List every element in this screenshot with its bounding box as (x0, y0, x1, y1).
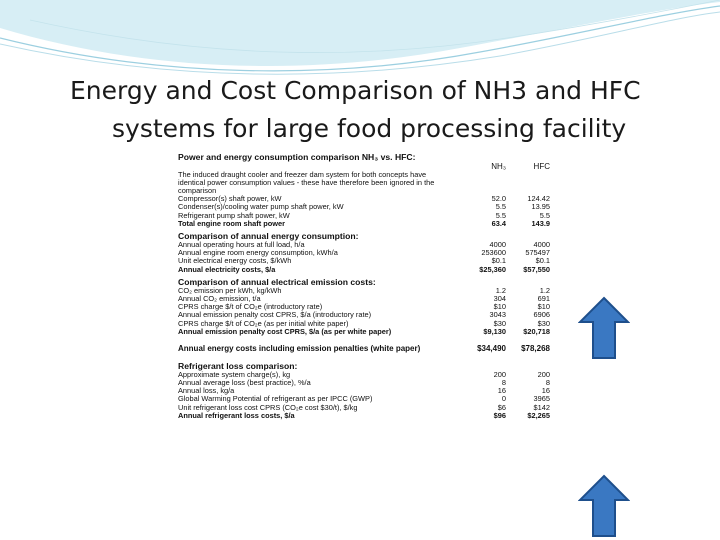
row-label: Compressor(s) shaft power, kW (178, 195, 282, 204)
emission-rows (178, 287, 550, 336)
row-value-nh3: 5.5 (495, 202, 506, 212)
row-value-hfc: 4000 (533, 240, 550, 250)
row-value-hfc: $10 (537, 302, 550, 312)
table-note: The induced draught cooler and freezer dam system for both concepts have identical power consumption values - these have therefore been ignored in the comparison (178, 170, 435, 196)
row-label: Annual CO₂ emission, t/a (178, 295, 261, 304)
row-label: Global Warming Potential of refrigerant as per IPCC (GWP) (178, 395, 373, 404)
arrow-up-icon (578, 296, 630, 360)
slide-title-line-2: systems for large food processing facility (112, 114, 627, 143)
table-heading: Power and energy consumption comparison NH₃ vs. HFC: (178, 153, 416, 162)
row-label: CO₂ emission per kWh, kg/kWh (178, 287, 282, 296)
row-value-hfc: 1.2 (539, 286, 550, 296)
slide-title-line-1: Energy and Cost Comparison of NH3 and HFC (70, 76, 641, 105)
total-cost-nh3: $34,490 (477, 343, 506, 353)
row-value-nh3: 5.5 (495, 210, 506, 220)
row-label: Approximate system charge(s), kg (178, 371, 291, 380)
row-value-hfc: 3965 (533, 394, 550, 404)
arrow-up-icon (578, 474, 630, 538)
total-cost-hfc: $78,268 (521, 343, 550, 353)
row-value-nh3: 16 (497, 386, 506, 396)
row-label: Annual refrigerant loss costs, $/a (178, 411, 295, 420)
row-value-nh3: $0.1 (491, 256, 506, 266)
row-label: Annual electricity costs, $/a (178, 265, 276, 274)
total-cost-row (178, 344, 550, 354)
row-value-hfc: $30 (537, 318, 550, 328)
row-label: CPRS charge $/t of CO₂e (introductory rate) (178, 303, 323, 312)
row-value-hfc: $142 (533, 402, 550, 412)
row-value-hfc: 8 (545, 378, 550, 388)
total-cost-label: Annual energy costs including emission penalties (white paper) (178, 343, 421, 353)
row-value-nh3: 8 (501, 378, 506, 388)
row-label: Annual emission penalty cost CPRS, $/a (introductory rate) (178, 311, 372, 320)
power-rows (178, 195, 550, 227)
refrigerant-rows (178, 371, 550, 420)
table-header-row (178, 153, 550, 171)
row-value-hfc: 6906 (533, 310, 550, 320)
row-value-hfc: $0.1 (535, 256, 550, 266)
table-row (178, 195, 550, 203)
row-value-hfc: $20,718 (523, 326, 550, 336)
refrigerant-heading: Refrigerant loss comparison: (178, 360, 298, 371)
row-label: CPRS charge $/t of CO₂e (as per initial white paper) (178, 319, 349, 328)
row-value-nh3: 200 (493, 370, 506, 380)
row-value-hfc: 200 (537, 370, 550, 380)
row-label: Unit refrigerant loss cost CPRS (CO₂e cost $30/t), $/kg (178, 403, 358, 412)
table-row (178, 328, 550, 336)
table-row (178, 220, 550, 228)
table-row (178, 395, 550, 403)
row-value-nh3: 63.4 (491, 218, 506, 228)
row-label: Annual engine room energy consumption, kWh/a (178, 249, 338, 258)
row-value-hfc: 16 (541, 386, 550, 396)
row-label: Annual emission penalty cost CPRS, $/a (as per white paper) (178, 327, 392, 336)
row-label: Annual average loss (best practice), %/a (178, 379, 311, 388)
comparison-table-image (178, 153, 550, 497)
row-label: Unit electrical energy costs, $/kWh (178, 257, 292, 266)
table-row (178, 387, 550, 395)
row-value-hfc: 575497 (525, 248, 550, 258)
column-header-nh3: NH₃ (491, 162, 506, 171)
row-value-nh3: $9,130 (483, 326, 506, 336)
row-value-nh3: $25,360 (479, 264, 506, 274)
row-value-hfc: 5.5 (539, 210, 550, 220)
row-value-nh3: 1.2 (495, 286, 506, 296)
row-label: Condenser(s)/cooling water pump shaft power, kW (178, 203, 344, 212)
energy-heading: Comparison of annual energy consumption: (178, 230, 359, 241)
row-label: Refrigerant pump shaft power, kW (178, 211, 290, 220)
energy-rows (178, 241, 550, 273)
row-value-nh3: 0 (501, 394, 506, 404)
table-row (178, 371, 550, 379)
row-value-nh3: 3043 (489, 310, 506, 320)
table-row (178, 379, 550, 387)
table-row (178, 412, 550, 420)
row-value-nh3: 304 (493, 294, 506, 304)
row-value-nh3: $96 (493, 410, 506, 420)
row-label: Annual operating hours at full load, h/a (178, 241, 305, 250)
slide-title (70, 72, 690, 148)
table-row (178, 266, 550, 274)
row-value-hfc: 13.95 (531, 202, 550, 212)
row-value-nh3: $30 (493, 318, 506, 328)
row-value-hfc: 691 (537, 294, 550, 304)
column-header-hfc: HFC (533, 162, 550, 171)
row-label: Annual loss, kg/a (178, 387, 235, 396)
row-value-nh3: 52.0 (491, 194, 506, 204)
row-value-nh3: $10 (493, 302, 506, 312)
row-value-nh3: 253600 (481, 248, 506, 258)
row-label: Total engine room shaft power (178, 219, 286, 228)
emission-heading: Comparison of annual electrical emission costs: (178, 276, 376, 287)
header-wave-decoration (0, 0, 720, 75)
row-value-nh3: 4000 (489, 240, 506, 250)
table-row (178, 203, 550, 211)
row-value-hfc: 124.42 (527, 194, 550, 204)
row-value-hfc: 143.9 (531, 218, 550, 228)
row-value-nh3: $6 (497, 402, 506, 412)
row-value-hfc: $2,265 (527, 410, 550, 420)
row-value-hfc: $57,550 (523, 264, 550, 274)
